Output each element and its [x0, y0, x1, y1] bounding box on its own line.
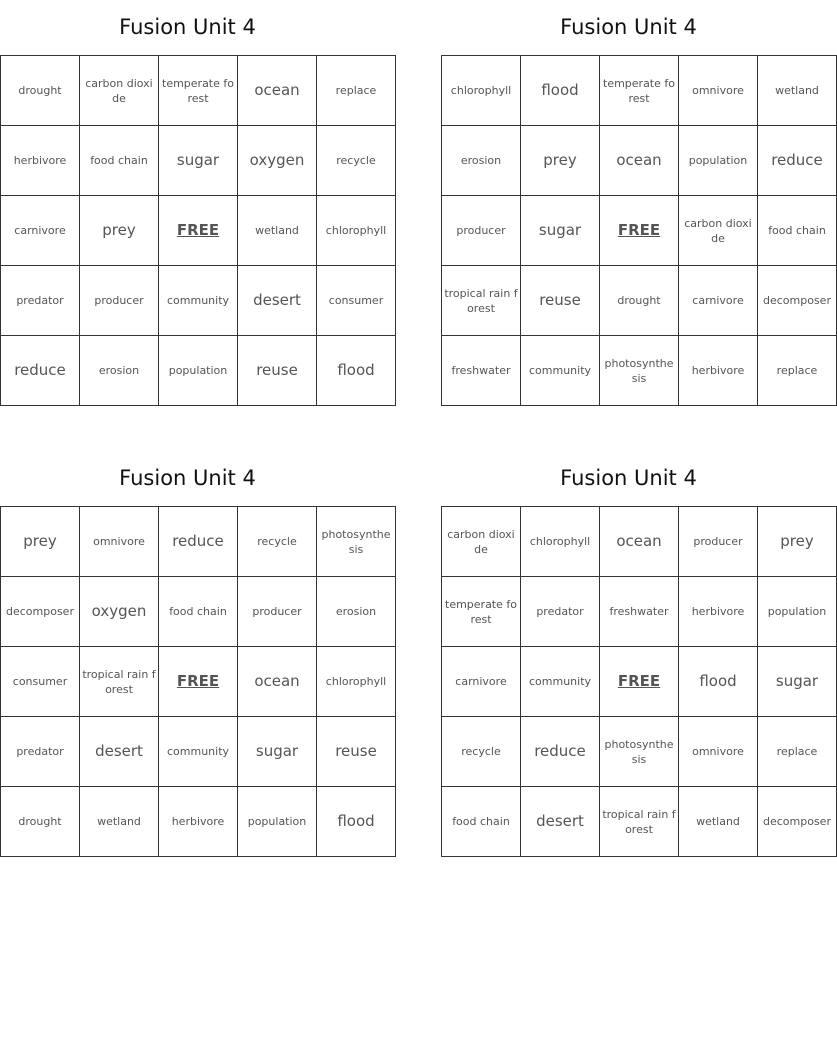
bingo-cell: sugar: [159, 126, 238, 196]
bingo-cell: ocean: [238, 647, 317, 717]
bingo-cell: drought: [600, 266, 679, 336]
bingo-cell: food chain: [442, 787, 521, 857]
grid-row: [442, 717, 837, 787]
grid-row: [1, 577, 396, 647]
bingo-cell: producer: [80, 266, 159, 336]
grid-row: [442, 266, 837, 336]
bingo-cell: oxygen: [80, 577, 159, 647]
bingo-cell: tropical rain forest: [600, 787, 679, 857]
card-title: Fusion Unit 4: [119, 466, 256, 490]
bingo-cell: flood: [317, 787, 396, 857]
bingo-cell: photosynthesis: [317, 507, 396, 577]
bingo-cell: herbivore: [1, 126, 80, 196]
bingo-cell: ocean: [238, 56, 317, 126]
bingo-cell: omnivore: [80, 507, 159, 577]
bingo-cell: population: [758, 577, 837, 647]
bingo-cell: reuse: [317, 717, 396, 787]
bingo-grid: [0, 55, 396, 406]
grid-row: [442, 196, 837, 266]
bingo-cell: decomposer: [1, 577, 80, 647]
grid-row: [442, 577, 837, 647]
bingo-cell: consumer: [317, 266, 396, 336]
grid-row: [442, 507, 837, 577]
bingo-cell: food chain: [159, 577, 238, 647]
bingo-grid: [441, 506, 837, 857]
card-title: Fusion Unit 4: [560, 15, 697, 39]
bingo-cell: carbon dioxide: [442, 507, 521, 577]
grid-row: [1, 196, 396, 266]
bingo-cell: carnivore: [1, 196, 80, 266]
grid-row: [442, 336, 837, 406]
bingo-cell: herbivore: [679, 577, 758, 647]
grid-row: [1, 266, 396, 336]
bingo-cell: desert: [238, 266, 317, 336]
bingo-cell: freshwater: [442, 336, 521, 406]
bingo-cell: chlorophyll: [521, 507, 600, 577]
bingo-cell: flood: [317, 336, 396, 406]
bingo-cell: prey: [80, 196, 159, 266]
bingo-cell: ocean: [600, 507, 679, 577]
bingo-cell: prey: [758, 507, 837, 577]
bingo-cell: temperate forest: [442, 577, 521, 647]
bingo-cell: tropical rain forest: [80, 647, 159, 717]
bingo-cell: tropical rain forest: [442, 266, 521, 336]
bingo-cell: chlorophyll: [317, 647, 396, 717]
bingo-cell: photosynthesis: [600, 717, 679, 787]
bingo-cell: food chain: [80, 126, 159, 196]
bingo-cell: flood: [521, 56, 600, 126]
bingo-cell: omnivore: [679, 717, 758, 787]
bingo-cell: chlorophyll: [442, 56, 521, 126]
bingo-cell: predator: [1, 266, 80, 336]
grid-row: [1, 507, 396, 577]
free-space: FREE: [159, 647, 238, 717]
bingo-cell: carnivore: [442, 647, 521, 717]
grid-row: [1, 787, 396, 857]
card-title: Fusion Unit 4: [119, 15, 256, 39]
card-title: Fusion Unit 4: [560, 466, 697, 490]
grid-row: [442, 126, 837, 196]
bingo-cell: erosion: [317, 577, 396, 647]
grid-row: [442, 56, 837, 126]
bingo-cell: temperate forest: [159, 56, 238, 126]
bingo-cell: community: [159, 717, 238, 787]
bingo-cell: predator: [1, 717, 80, 787]
bingo-cell: chlorophyll: [317, 196, 396, 266]
bingo-cell: producer: [679, 507, 758, 577]
bingo-cell: reduce: [758, 126, 837, 196]
grid-row: [442, 787, 837, 857]
bingo-cell: oxygen: [238, 126, 317, 196]
bingo-grid: [0, 506, 396, 857]
bingo-cell: ocean: [600, 126, 679, 196]
bingo-cell: decomposer: [758, 787, 837, 857]
bingo-cell: replace: [758, 717, 837, 787]
free-space: FREE: [159, 196, 238, 266]
grid-row: [1, 336, 396, 406]
bingo-cell: reduce: [521, 717, 600, 787]
bingo-cell: producer: [442, 196, 521, 266]
bingo-cell: desert: [80, 717, 159, 787]
bingo-cell: carbon dioxide: [679, 196, 758, 266]
bingo-cell: erosion: [80, 336, 159, 406]
bingo-cell: herbivore: [159, 787, 238, 857]
bingo-cell: replace: [758, 336, 837, 406]
grid-row: [1, 126, 396, 196]
bingo-cell: omnivore: [679, 56, 758, 126]
bingo-cell: community: [159, 266, 238, 336]
grid-row: [442, 647, 837, 717]
bingo-cell: prey: [521, 126, 600, 196]
bingo-cell: erosion: [442, 126, 521, 196]
bingo-cell: population: [159, 336, 238, 406]
bingo-cell: reuse: [238, 336, 317, 406]
free-space: FREE: [600, 196, 679, 266]
bingo-cell: reduce: [159, 507, 238, 577]
bingo-cell: prey: [1, 507, 80, 577]
bingo-cell: photosynthesis: [600, 336, 679, 406]
bingo-cell: community: [521, 647, 600, 717]
bingo-cell: recycle: [238, 507, 317, 577]
bingo-cell: wetland: [758, 56, 837, 126]
bingo-cell: producer: [238, 577, 317, 647]
bingo-cell: desert: [521, 787, 600, 857]
bingo-cell: replace: [317, 56, 396, 126]
bingo-cell: reduce: [1, 336, 80, 406]
bingo-cell: wetland: [679, 787, 758, 857]
bingo-cell: freshwater: [600, 577, 679, 647]
bingo-cell: flood: [679, 647, 758, 717]
bingo-cell: sugar: [238, 717, 317, 787]
bingo-cell: consumer: [1, 647, 80, 717]
bingo-grid: [441, 55, 837, 406]
bingo-cell: drought: [1, 787, 80, 857]
bingo-cell: population: [238, 787, 317, 857]
bingo-cell: wetland: [238, 196, 317, 266]
bingo-cell: decomposer: [758, 266, 837, 336]
bingo-cell: wetland: [80, 787, 159, 857]
bingo-cell: sugar: [758, 647, 837, 717]
bingo-cell: community: [521, 336, 600, 406]
free-space: FREE: [600, 647, 679, 717]
grid-row: [1, 647, 396, 717]
bingo-cell: drought: [1, 56, 80, 126]
grid-row: [1, 56, 396, 126]
bingo-cell: population: [679, 126, 758, 196]
bingo-cell: carbon dioxide: [80, 56, 159, 126]
bingo-cell: carnivore: [679, 266, 758, 336]
bingo-cell: temperate forest: [600, 56, 679, 126]
grid-row: [1, 717, 396, 787]
bingo-cell: recycle: [317, 126, 396, 196]
bingo-cell: sugar: [521, 196, 600, 266]
bingo-cell: herbivore: [679, 336, 758, 406]
bingo-cell: predator: [521, 577, 600, 647]
bingo-cell: reuse: [521, 266, 600, 336]
bingo-cell: food chain: [758, 196, 837, 266]
bingo-cell: recycle: [442, 717, 521, 787]
